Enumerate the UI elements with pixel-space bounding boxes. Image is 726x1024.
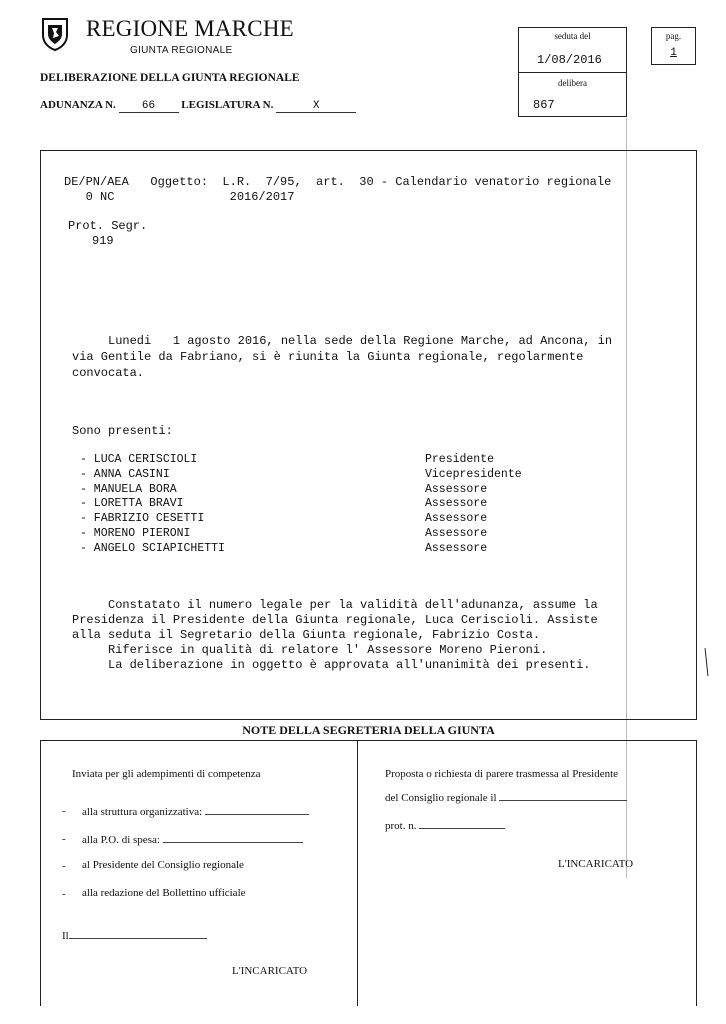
member-name: - MORENO PIERONI [80, 527, 191, 540]
member-role: Assessore [425, 542, 488, 555]
blank-line [499, 790, 627, 801]
signature-left: L'INCARICATO [232, 965, 308, 977]
notes-right-line-2 [385, 790, 627, 804]
region-coat-of-arms-icon [40, 17, 70, 51]
bullet-dash: - [62, 888, 66, 900]
member-name: - ANGELO SCIAPICHETTI [80, 542, 225, 555]
notes-column-divider [357, 741, 358, 1006]
il-date-line [62, 928, 207, 942]
subject-line-1: DE/PN/AEA Oggetto: L.R. 7/95, art. 30 - Calendario venatorio regionale [64, 175, 612, 189]
notes-right-border [696, 741, 697, 1006]
member-role: Assessore [425, 483, 488, 496]
member-role: Vicepresidente [425, 468, 522, 481]
distribution-item-label: alla P.O. di spesa: [82, 834, 160, 846]
organization-name: REGIONE MARCHE [86, 16, 294, 41]
il-label: Il [62, 930, 69, 942]
intro-line-1: Lunedi 1 agosto 2016, nella sede della Regione Marche, ad Ancona, in [72, 334, 613, 348]
closing-line-3: alla seduta il Segretario della Giunta regionale, Fabrizio Costa. [72, 628, 541, 642]
bullet-dash: - [62, 833, 66, 845]
notes-left-intro: Inviata per gli adempimenti di competenza [72, 768, 261, 780]
blank-line [163, 832, 303, 843]
distribution-item-label: alla redazione del Bollettino ufficiale [82, 887, 246, 899]
member-role: Assessore [425, 512, 488, 525]
distribution-item-label: al Presidente del Consiglio regionale [82, 859, 244, 871]
seduta-label: seduta del [554, 31, 591, 41]
adunanza-number: 66 [119, 100, 179, 113]
delibera-label: delibera [558, 78, 587, 88]
seduta-date: 1/08/2016 [537, 53, 602, 67]
blank-line [69, 928, 207, 939]
document-title: DELIBERAZIONE DELLA GIUNTA REGIONALE [40, 72, 300, 84]
notes-section-header: NOTE DELLA SEGRETERIA DELLA GIUNTA [40, 719, 697, 741]
consiglio-date-label: del Consiglio regionale il [385, 792, 497, 804]
prot-segr-number: 919 [92, 234, 114, 248]
organization-subtitle: GIUNTA REGIONALE [130, 45, 233, 56]
closing-line-2: Presidenza il Presidente della Giunta regionale, Luca Ceriscioli. Assiste [72, 613, 598, 627]
page-label: pag. [665, 31, 682, 41]
distribution-item [82, 832, 303, 846]
closing-line-4: Riferisce in qualità di relatore l' Assessore Moreno Pieroni. [72, 643, 548, 657]
page-box [651, 27, 696, 65]
closing-line-5: La deliberazione in oggetto è approvata all'unanimità dei presenti. [72, 658, 591, 672]
member-name: - ANNA CASINI [80, 468, 170, 481]
member-role: Assessore [425, 527, 488, 540]
box-divider [519, 72, 626, 73]
notes-left-border [40, 741, 41, 1006]
blank-line [205, 804, 309, 815]
legislatura-label: LEGISLATURA N. [181, 99, 274, 111]
member-role: Presidente [425, 453, 495, 466]
member-name: - MANUELA BORA [80, 483, 177, 496]
delibera-number: 867 [533, 98, 555, 112]
bullet-dash: - [62, 805, 66, 817]
prot-segr-label: Prot. Segr. [68, 219, 148, 233]
blank-line [419, 818, 505, 829]
intro-line-2: via Gentile da Fabriano, si è riunita la Giunta regionale, regolarmente [72, 350, 584, 364]
notes-right-line-1: Proposta o richiesta di parere trasmessa al Presidente [385, 768, 619, 780]
adunanza-legislatura-line [40, 99, 356, 113]
member-role: Assessore [425, 497, 488, 510]
intro-line-3: convocata. [72, 366, 145, 380]
distribution-item [82, 804, 309, 818]
prot-label: prot. n. [385, 820, 417, 832]
prot-number-line [385, 818, 505, 832]
presenti-label: Sono presenti: [72, 424, 173, 438]
member-name: - FABRIZIO CESETTI [80, 512, 205, 525]
signature-right: L'INCARICATO [558, 858, 634, 870]
member-name: - LUCA CERISCIOLI [80, 453, 198, 466]
subject-line-2: 0 NC 2016/2017 [64, 190, 295, 204]
member-name: - LORETTA BRAVI [80, 497, 184, 510]
page-number: 1 [670, 47, 677, 59]
distribution-item-label: alla struttura organizzativa: [82, 806, 203, 818]
bullet-dash: - [62, 860, 66, 872]
margin-pen-mark [705, 648, 709, 676]
adunanza-label: ADUNANZA N. [40, 99, 116, 111]
legislatura-number: X [276, 100, 356, 113]
session-info-box [518, 27, 627, 117]
closing-line-1: Constatato il numero legale per la validità dell'adunanza, assume la [72, 598, 598, 612]
